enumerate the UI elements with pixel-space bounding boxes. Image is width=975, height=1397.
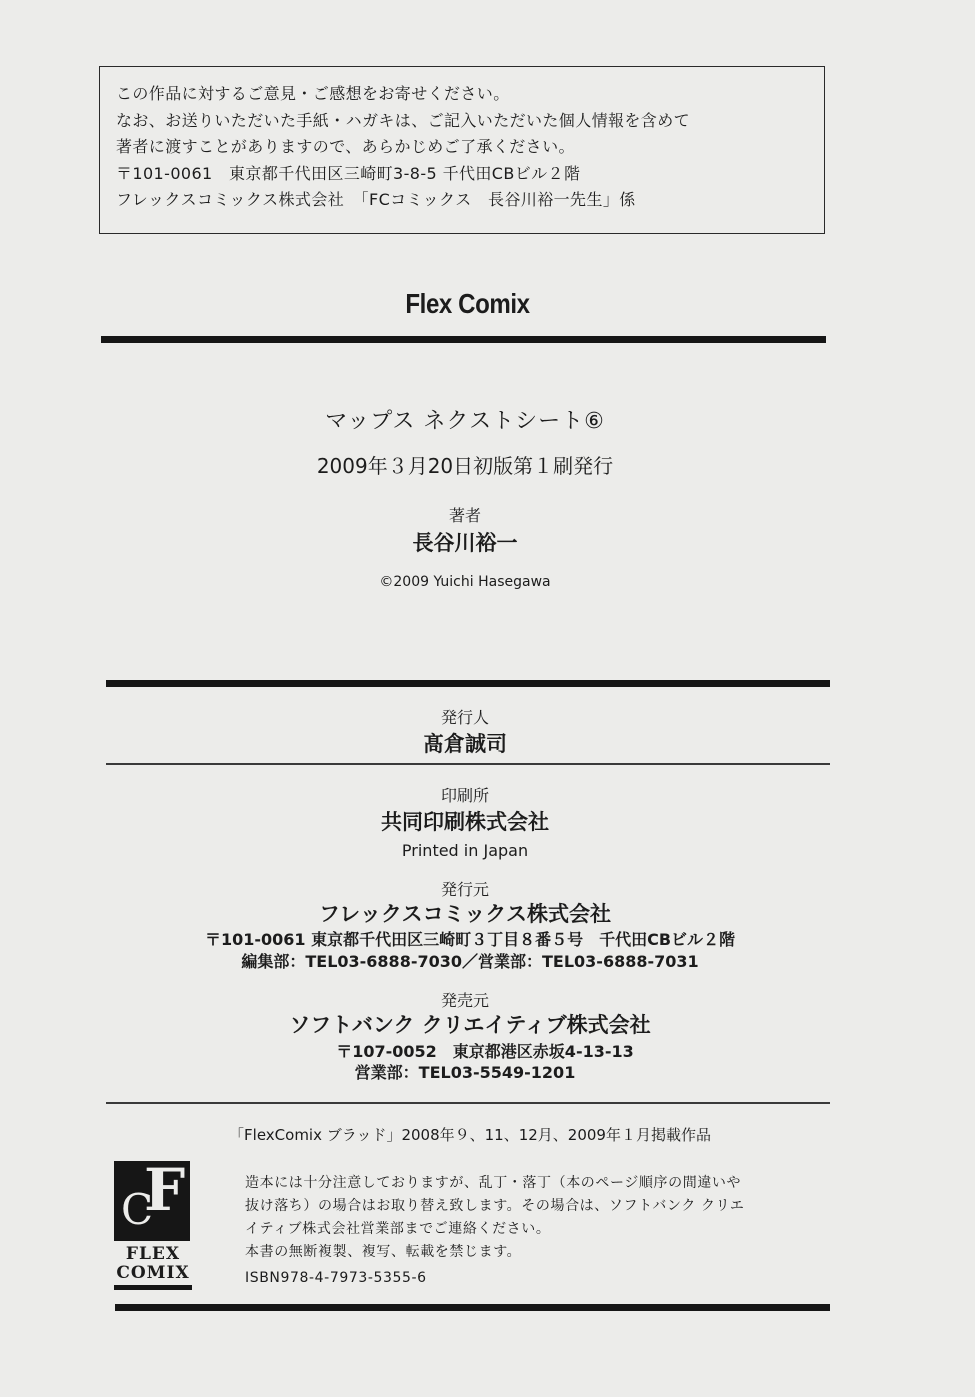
logo-letter-c: C [121,1185,154,1234]
distributor-phone: 営業部：TEL03-5549-1201 [354,1063,576,1082]
reader-feedback-box [99,66,825,234]
feedback-recipient: フレックスコミックス株式会社 「FCコミックス 長谷川裕一先生」係 [116,190,636,209]
serialization-info: 「FlexComix ブラッド」2008年９、11、12月、2009年１月掲載作品 [229,1126,711,1144]
logo-text-comix: COMIX [116,1263,190,1283]
publisher-label: 発行元 [440,880,489,899]
notice-line: 造本には十分注意しておりますが、乱丁・落丁（本のページ順序の間違いや [245,1175,742,1191]
flex-comix-logo [114,1156,192,1290]
author-label: 著者 [448,506,481,525]
distributor-address: 〒107-0052 東京都港区赤坂4-13-13 [336,1042,634,1061]
printer-label: 印刷所 [440,786,489,805]
feedback-line: なお、お送りいただいた手紙・ハガキは、ご記入いただいた個人情報を含めて [116,110,691,130]
feedback-line: この作品に対するご意見・ご感想をお寄せください。 [116,84,510,103]
logo-underline [114,1285,192,1290]
publisher-name: フレックスコミックス株式会社 [318,902,612,926]
divider-middle [106,680,830,687]
printed-in-japan: Printed in Japan [401,841,529,860]
publisher-person-label: 発行人 [440,708,489,727]
notice-line: 抜け落ち）の場合はお取り替え致します。その場合は、ソフトバンク クリエ [245,1198,745,1214]
isbn: ISBN978-4-7973-5355-6 [245,1270,427,1286]
feedback-address: 〒101-0061 東京都千代田区三崎町3-8-5 千代田CBビル２階 [116,163,581,183]
divider-top [101,336,826,343]
publisher-person-name: 髙倉誠司 [423,732,507,756]
divider-bottom [115,1304,830,1311]
feedback-line: 著者に渡すことがありますので、あらかじめご了承ください。 [116,137,575,156]
logo-text-flex: FLEX [125,1244,181,1264]
copyright: ©2009 Yuichi Hasegawa [379,574,551,590]
book-title: マップス ネクストシート⑥ [325,409,605,434]
printer-name: 共同印刷株式会社 [381,810,549,834]
divider-thin-lower [106,1102,830,1104]
publisher-address: 〒101-0061 東京都千代田区三崎町３丁目８番５号 千代田CBビル２階 [204,930,736,949]
distributor-label: 発売元 [440,991,489,1010]
notice-line: イティブ株式会社営業部までご連絡ください。 [245,1221,551,1237]
publisher-phones: 編集部：TEL03-6888-7030／営業部：TEL03-6888-7031 [241,952,699,971]
notice-line: 本書の無断複製、複写、転載を禁じます。 [245,1244,522,1260]
brand-title: Flex Comix [405,288,530,319]
distributor-name: ソフトバンク クリエイティブ株式会社 [289,1013,651,1037]
notice-block [245,1172,745,1290]
logo-letter-f: F [144,1156,186,1224]
author-name: 長谷川裕一 [412,531,518,555]
edition-date: 2009年３月20日初版第１刷発行 [316,454,614,478]
divider-thin [106,763,830,765]
